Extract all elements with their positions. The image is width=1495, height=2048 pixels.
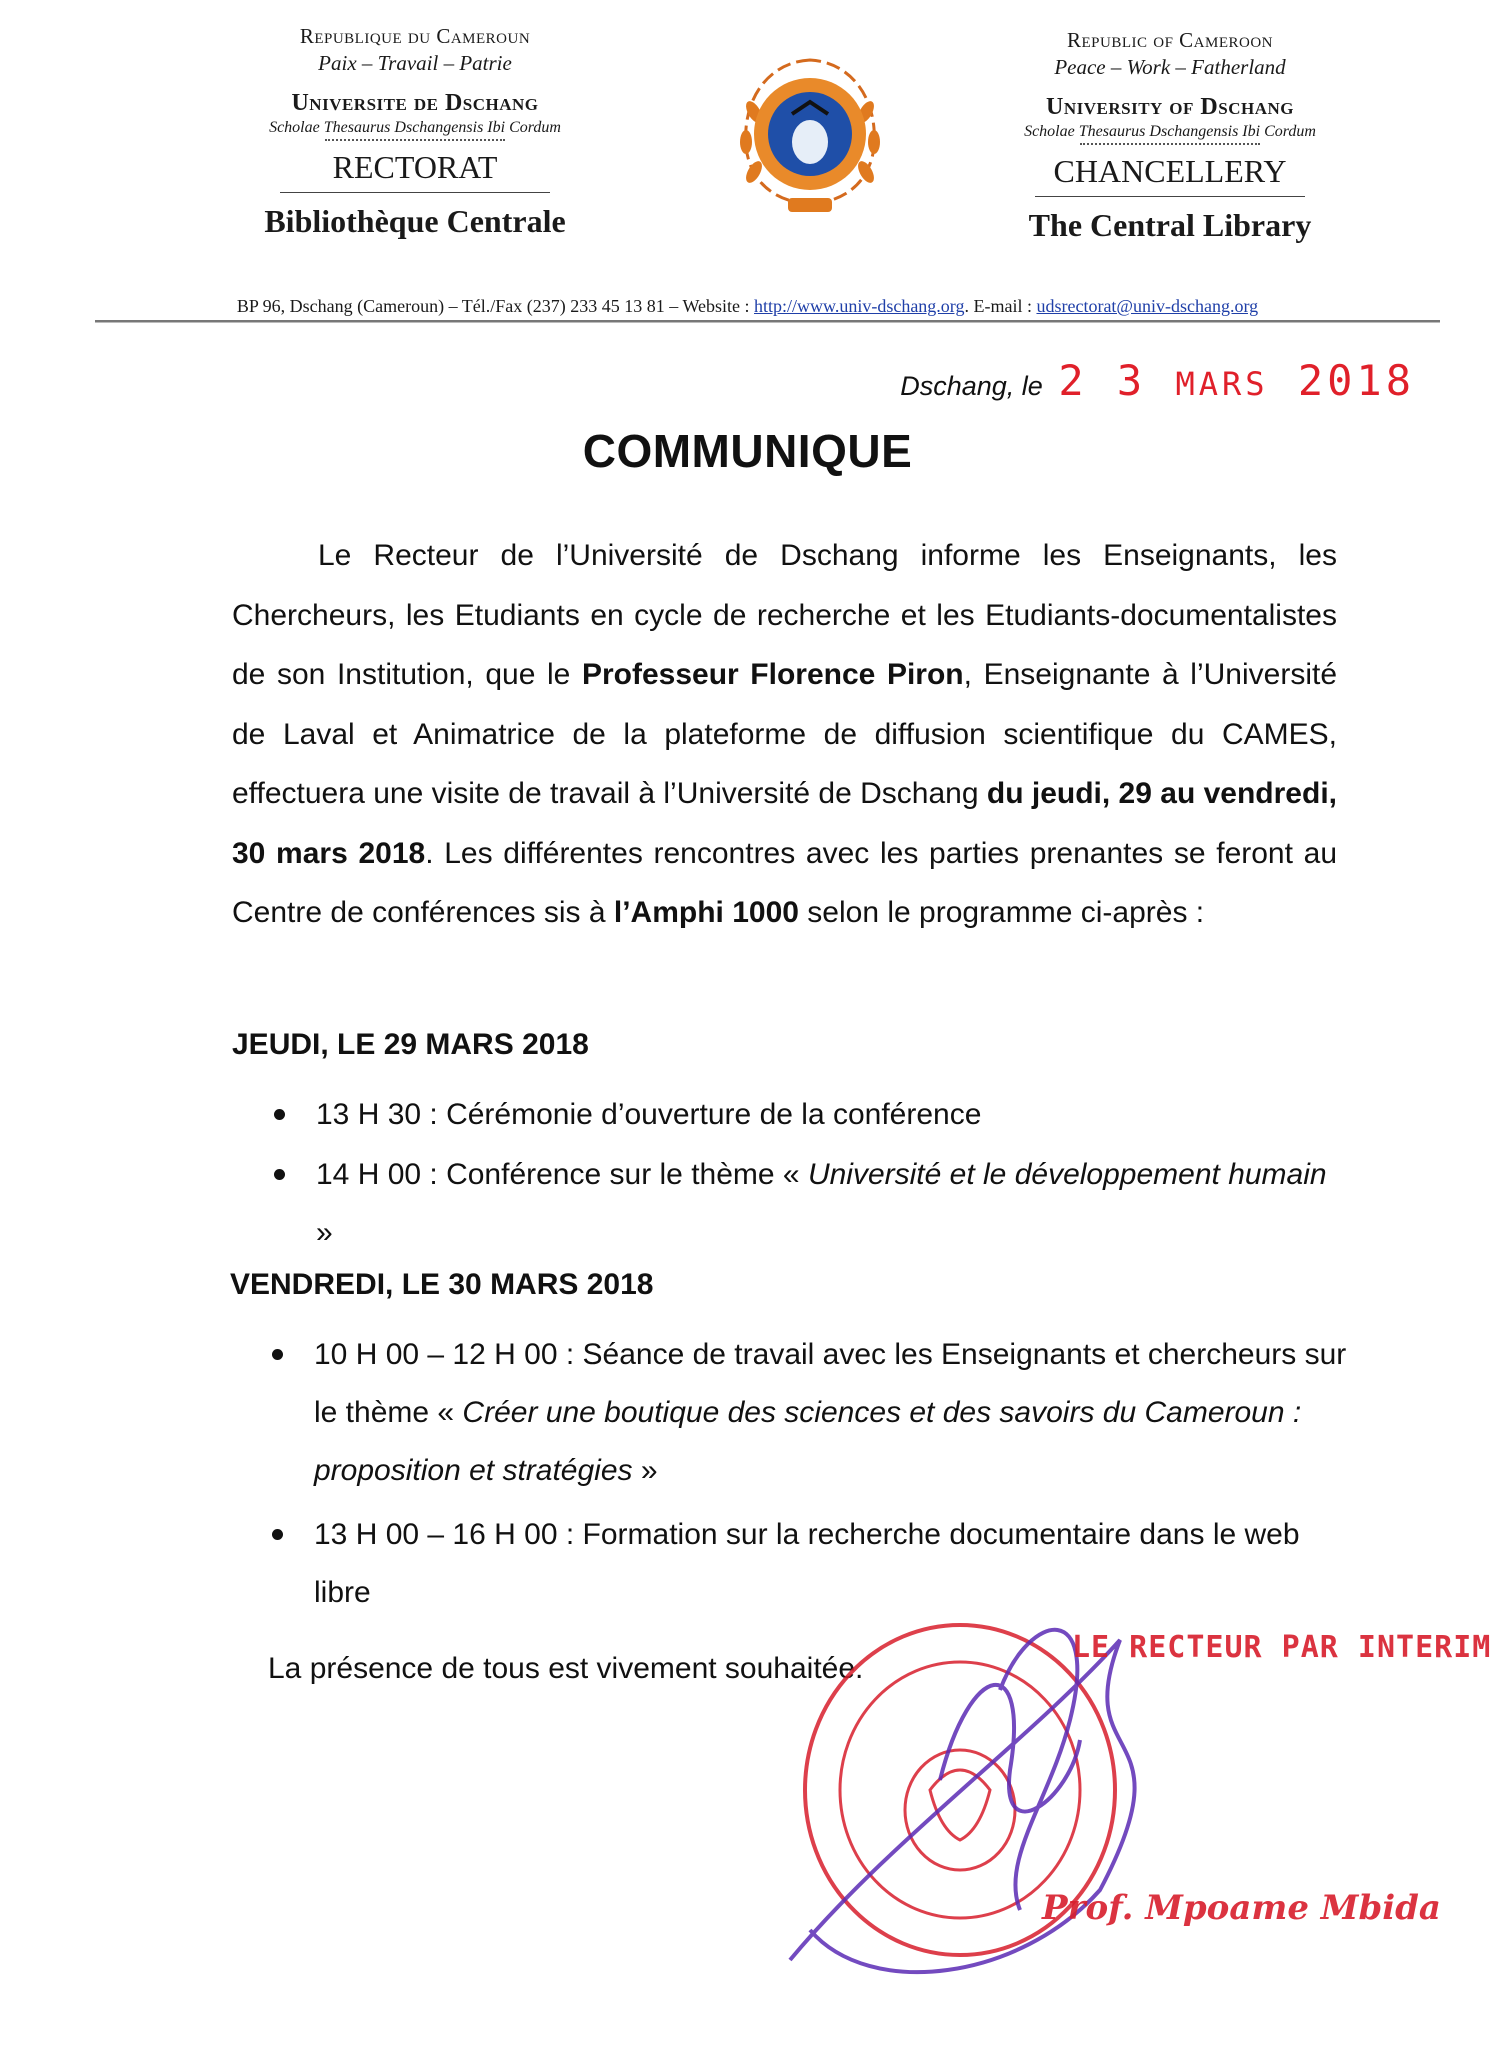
paragraph-part-2: , Enseignante à l’Université de Laval et Animatrice de la plateforme de diffusion scientifique du CAMES, effectuera une visite de travail à l’Université de Dschang [232, 658, 1338, 810]
country-name-en: Republic of Cameroon [1066, 28, 1274, 52]
contact-line [0, 296, 1495, 317]
paragraph-part-4: selon le programme ci-après : [798, 896, 1205, 929]
item-time: 14 H 00 : [316, 1158, 447, 1191]
divider [1035, 196, 1305, 197]
day2-heading: VENDREDI, LE 30 MARS 2018 [230, 1268, 654, 1301]
header-french [215, 24, 615, 240]
bullet-icon [274, 1109, 285, 1120]
country-name-fr: Republique du Cameroun [299, 24, 531, 48]
communique-paragraph [232, 526, 1337, 943]
item-text: Conférence sur le thème « [446, 1158, 808, 1191]
university-crest-icon [730, 52, 890, 222]
item-after: » [632, 1454, 658, 1487]
venue-name: l’Amphi 1000 [613, 896, 799, 929]
header-english [970, 28, 1370, 244]
list-item [316, 1146, 1336, 1262]
date-day: 2 3 [1058, 356, 1147, 405]
email-label: . E-mail : [964, 296, 1037, 316]
day1-heading: JEUDI, LE 29 MARS 2018 [232, 1028, 589, 1061]
item-theme: Créer une boutique des sciences et des savoirs du Cameroun : proposition et stratégies [314, 1396, 1302, 1487]
date-stamp [1058, 356, 1415, 405]
closing-sentence: La présence de tous est vivement souhaitée. [268, 1652, 864, 1685]
bullet-icon [272, 1529, 283, 1540]
dotted-divider [1080, 143, 1260, 145]
item-after: » [316, 1216, 333, 1249]
item-time: 10 H 00 – 12 H 00 : [314, 1338, 583, 1371]
item-time: 13 H 00 – 16 H 00 : [314, 1518, 583, 1551]
date-month: MARS [1175, 365, 1269, 403]
website-link[interactable]: http://www.univ-dschang.org [754, 296, 965, 316]
item-text: Formation sur la recherche documentaire dans le web libre [314, 1518, 1300, 1609]
bullet-icon [272, 1349, 283, 1360]
national-motto-fr: Paix – Travail – Patrie [318, 51, 512, 75]
dateline [900, 356, 1415, 405]
bullet-icon [274, 1169, 285, 1180]
paragraph-part-1: Le Recteur de l’Université de Dschang informe les Enseignants, les Chercheurs, les Etudiants en cycle de recherche et les Etudiants-documentalistes de son Institution, que le [232, 539, 1337, 691]
header-rule [95, 320, 1440, 323]
paragraph-part-3: . Les différentes rencontres avec les parties prenantes se feront au Centre de conférences sis à [232, 836, 1338, 929]
library-name-en: The Central Library [1028, 207, 1312, 243]
office-name-fr: RECTORAT [332, 149, 498, 185]
professor-name: Professeur Florence Piron [581, 658, 964, 691]
contact-address: BP 96, Dschang (Cameroun) – Tél./Fax (237) 233 45 13 81 – Website : [236, 296, 754, 316]
visit-dates: du jeudi, 29 au vendredi, 30 mars 2018 [232, 777, 1337, 870]
item-time: 13 H 30 : [316, 1098, 447, 1131]
university-motto-en: Scholae Thesaurus Dschangensis Ibi Cordum [1024, 123, 1316, 140]
university-motto-fr: Scholae Thesaurus Dschangensis Ibi Cordum [269, 119, 561, 136]
list-item [316, 1086, 1336, 1144]
divider [280, 192, 550, 193]
page-title: COMMUNIQUE [582, 425, 913, 477]
date-year: 2018 [1297, 356, 1415, 405]
university-name-en: University of Dschang [1046, 94, 1294, 120]
item-text: Séance de travail avec les Enseignants et chercheurs sur le thème « [314, 1338, 1347, 1429]
national-motto-en: Peace – Work – Fatherland [1054, 55, 1286, 79]
university-name-fr: Universite de Dschang [291, 90, 539, 116]
list-item [314, 1326, 1354, 1500]
signatory-name: Prof. Mpoame Mbida [1042, 1888, 1441, 1928]
item-text: Cérémonie d’ouverture de la conférence [446, 1098, 982, 1131]
signatory-title-stamp: LE RECTEUR PAR INTERIM [1072, 1630, 1492, 1665]
dotted-divider [325, 139, 505, 141]
dateline-prefix: Dschang, le [900, 371, 1043, 401]
library-name-fr: Bibliothèque Centrale [264, 203, 566, 239]
item-theme: Université et le développement humain [807, 1158, 1327, 1191]
email-link[interactable]: udsrectorat@univ-dschang.org [1036, 296, 1259, 316]
office-name-en: CHANCELLERY [1053, 153, 1287, 189]
